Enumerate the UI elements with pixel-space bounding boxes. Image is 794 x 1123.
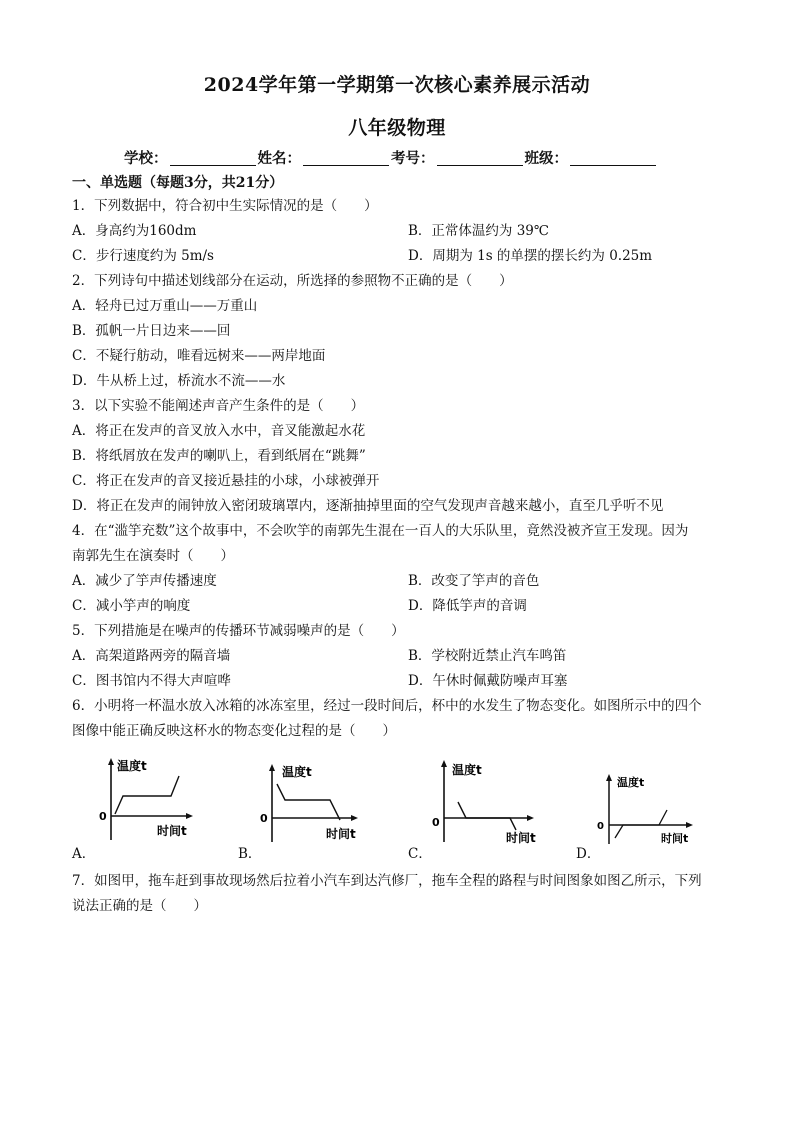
graph-a-origin: 0 (99, 810, 107, 823)
exam-number-blank (437, 151, 523, 166)
class-blank (570, 151, 656, 166)
student-info-row (124, 147, 658, 168)
graph-a-x-arrow (186, 813, 193, 819)
class-label: 班级： (524, 150, 568, 167)
q7-stem-line2: 说法正确的是（ ） (72, 898, 207, 914)
q5-option-c: C．图书馆内不得大声喧哗 (72, 673, 231, 689)
graph-d-y-label: 温度t (617, 776, 645, 789)
q4-option-b: B．改变了竽声的音色 (408, 573, 540, 589)
q5-option-d: D．午休时佩戴防噪声耳塞 (408, 673, 568, 689)
graph-a-x-label: 时间t (157, 824, 187, 838)
q2-option-d: D．牛从桥上过，桥流水不流——水 (72, 373, 286, 389)
q4-option-a: A．减少了竽声传播速度 (72, 573, 217, 589)
graph-a-y-arrow (108, 758, 114, 765)
graph-b-y-label: 温度t (282, 765, 312, 779)
q6-graph-a (95, 756, 195, 844)
q6-stem-line1: 6．小明将一杯温水放入冰箱的冰冻室里，经过一段时间后，杯中的水发生了物态变化。如图所示中的四个 (72, 698, 702, 714)
q4-option-c: C．减小竽声的响度 (72, 598, 191, 614)
graph-b-origin: 0 (260, 812, 268, 825)
graph-c-origin: 0 (432, 816, 440, 829)
q6-label-a: A． (72, 846, 96, 862)
exam-subtitle: 八年级物理 (348, 117, 446, 139)
graph-c-y-label: 温度t (452, 763, 482, 777)
q6-graph-d (597, 772, 697, 846)
q4-option-d: D．降低竽声的音调 (408, 598, 527, 614)
q3-option-c: C．将正在发声的音叉接近悬挂的小球，小球被弹开 (72, 473, 380, 489)
graph-d-curve (615, 810, 667, 838)
name-blank (303, 151, 389, 166)
graph-b-curve (277, 784, 340, 820)
graph-d-y-arrow (606, 774, 612, 781)
q6-graph-b (260, 762, 360, 844)
q1-option-a: A．身高约为160dm (72, 223, 197, 239)
q6-stem-line2: 图像中能正确反映这杯水的物态变化过程的是（ ） (72, 723, 396, 739)
q1-option-b: B．正常体温约为 39℃ (408, 223, 549, 239)
q2-option-c: C．不疑行舫动，唯看远树来——两岸地面 (72, 348, 326, 364)
q6-label-c: C． (408, 846, 432, 862)
q2-stem: 2．下列诗句中描述划线部分在运动，所选择的参照物不正确的是（ ） (72, 273, 513, 289)
graph-b-x-arrow (351, 815, 358, 821)
graph-d-origin: 0 (597, 821, 604, 832)
q4-stem-line1: 4．在“滥竽充数”这个故事中，不会吹竽的南郭先生混在一百人的大乐队里，竟然没被齐宣王发现。因为 (72, 523, 689, 539)
graph-d-x-arrow (686, 822, 693, 828)
q3-stem: 3．以下实验不能阐述声音产生条件的是（ ） (72, 398, 365, 414)
q5-option-b: B．学校附近禁止汽车鸣笛 (408, 648, 567, 664)
school-label: 学校： (124, 150, 168, 167)
q7-stem-line1: 7．如图甲，拖车赶到事故现场然后拉着小汽车到达汽修厂，拖车全程的路程与时间图象如图乙所示，下列 (72, 873, 702, 889)
q1-option-c: C．步行速度约为 5m/s (72, 248, 214, 264)
q4-stem-line2: 南郭先生在演奏时（ ） (72, 548, 234, 564)
graph-d-x-label: 时间t (661, 832, 689, 845)
graph-b-y-arrow (269, 764, 275, 771)
q6-label-d: D． (576, 846, 601, 862)
graph-b-x-label: 时间t (326, 827, 356, 841)
q3-option-d: D．将正在发声的闹钟放入密闭玻璃罩内，逐渐抽掉里面的空气发现声音越来越小，直至几乎听不见 (72, 498, 664, 514)
graph-a-y-label: 温度t (117, 759, 147, 773)
q5-stem: 5．下列措施是在噪声的传播环节减弱噪声的是（ ） (72, 623, 405, 639)
q2-option-b: B．孤帆一片日边来——回 (72, 323, 231, 339)
graph-a-curve (115, 776, 179, 814)
q1-option-d: D．周期为 1s 的单摆的摆长约为 0.25m (408, 248, 653, 264)
q5-option-a: A．高架道路两旁的隔音墙 (72, 648, 231, 664)
exam-number-label: 考号： (391, 150, 435, 167)
graph-c-x-arrow (527, 815, 534, 821)
graph-c-y-arrow (441, 760, 447, 767)
q6-graph-c (430, 758, 540, 844)
q1-stem: 1．下列数据中，符合初中生实际情况的是（ ） (72, 198, 378, 214)
section-heading: 一、单选题（每题3分，共21分） (72, 175, 284, 191)
graph-c-x-label: 时间t (506, 831, 536, 845)
name-label: 姓名： (257, 150, 301, 167)
q2-option-a: A．轻舟已过万重山——万重山 (72, 298, 258, 314)
q3-option-b: B．将纸屑放在发声的喇叭上，看到纸屑在“跳舞” (72, 448, 366, 464)
q6-label-b: B． (238, 846, 262, 862)
school-blank (170, 151, 256, 166)
q3-option-a: A．将正在发声的音叉放入水中，音叉能激起水花 (72, 423, 366, 439)
graph-c-curve (458, 802, 516, 830)
exam-title: 2024学年第一学期第一次核心素养展示活动 (203, 74, 591, 96)
